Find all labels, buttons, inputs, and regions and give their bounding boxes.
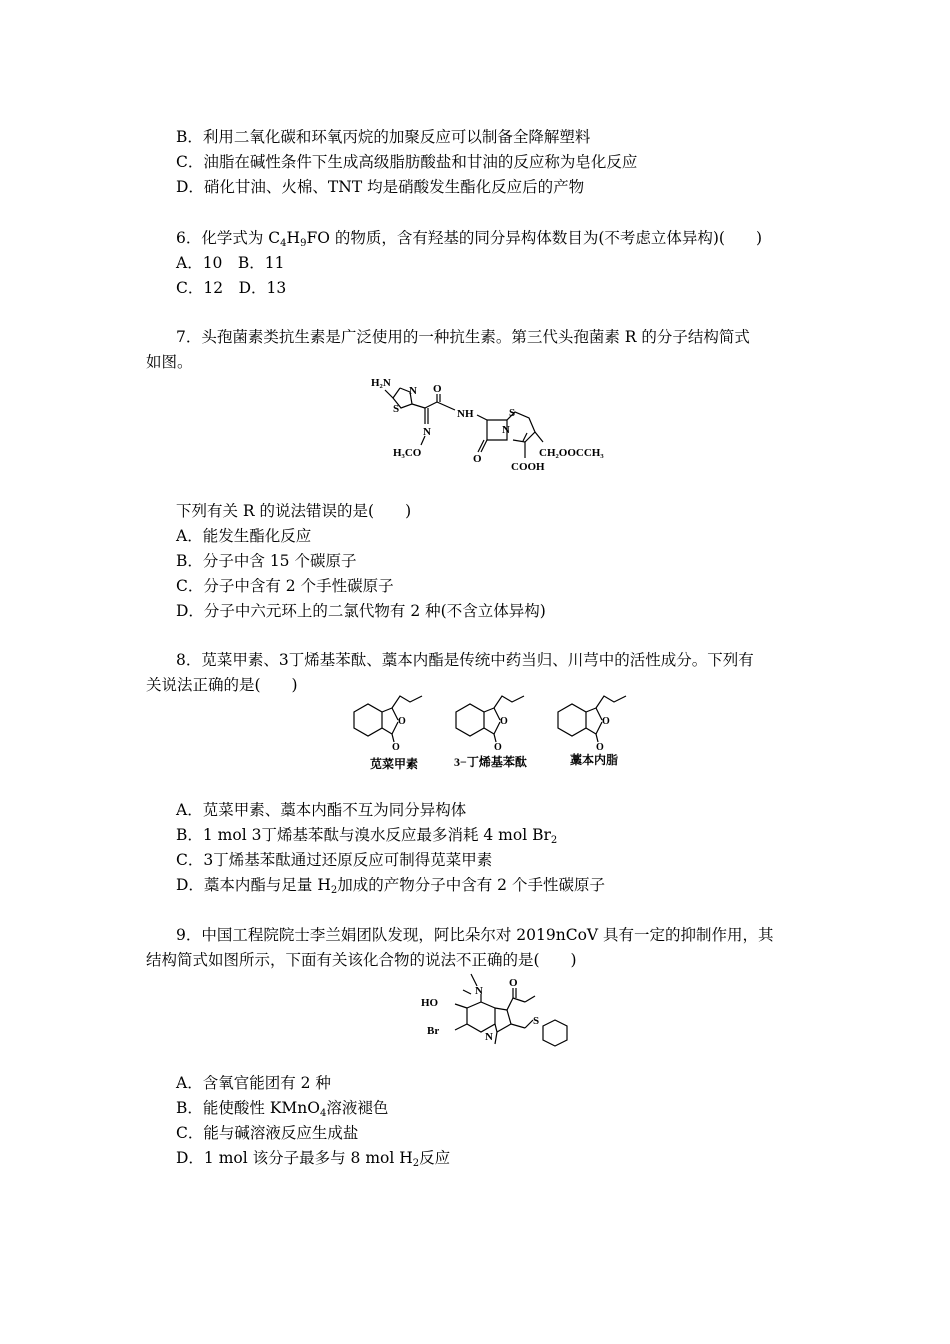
q7-structure-figure — [365, 370, 615, 475]
q9-fig-s: S — [533, 1015, 540, 1027]
q5-option-c: C．油脂在碱性条件下生成高级脂肪酸盐和甘油的反应称为皂化反应 — [176, 153, 638, 171]
q7-fig-nh: NH — [457, 408, 474, 420]
q9-option-a: A．含氧官能团有 2 种 — [176, 1074, 331, 1092]
q7-fig-n3: N — [423, 426, 431, 438]
q7-option-d: D．分子中六元环上的二氯代物有 2 种(不含立体异构) — [176, 602, 546, 620]
q7-fig-s2: S — [509, 407, 516, 419]
q9-fig-n-dimethyl: N — [475, 985, 483, 997]
q7-stem-line2: 如图。 — [146, 353, 193, 371]
q7-fig-o1: O — [433, 383, 442, 395]
q8-fig-label-2: 3−丁烯基苯酞 — [454, 755, 527, 769]
q8-fig-o6: O — [596, 742, 604, 753]
q9-structure-figure — [415, 968, 575, 1060]
q8-fig-label-1: 苋菜甲素 — [370, 757, 419, 771]
q6-stem: 6．化学式为 $C_4H_9FO$ 的物质，含有羟基的同分异构体数目为(不考虑立体异构)( ) — [176, 229, 763, 249]
q9-fig-br: Br — [427, 1025, 440, 1037]
q9-stem-line2: 结构简式如图所示，下面有关该化合物的说法不正确的是( ) — [146, 951, 577, 969]
q7-fig-o2: O — [473, 453, 482, 465]
q9-fig-ho: HO — [421, 997, 439, 1009]
q7-fig-n1: N — [409, 385, 417, 397]
q8-option-b: B．1 mol 3丁烯基苯酞与溴水反应最多消耗 4 mol $Br_2$ — [176, 826, 558, 846]
q9-fig-n-ring: N — [485, 1031, 493, 1043]
q8-option-c: C．3丁烯基苯酞通过还原反应可制得苋菜甲素 — [176, 851, 493, 869]
q7-option-a: A．能发生酯化反应 — [176, 527, 312, 545]
q8-fig-o1: O — [398, 716, 406, 727]
q5-option-d: D．硝化甘油、火棉、TNT 均是硝酸发生酯化反应后的产物 — [176, 178, 585, 196]
q9-option-c: C．能与碱溶液反应生成盐 — [176, 1124, 359, 1142]
q9-fig-o: O — [509, 977, 518, 989]
q6-options-cd: C．12 D．13 — [176, 279, 287, 297]
q9-stem-line1: 9．中国工程院院士李兰娟团队发现，阿比朵尔对 2019nCoV 具有一定的抑制作用，其 — [176, 926, 774, 944]
q8-stem-line2: 关说法正确的是( ) — [146, 676, 298, 694]
q8-fig-o2: O — [392, 742, 400, 753]
q5-option-b: B．利用二氧化碳和环氧丙烷的加聚反应可以制备全降解塑料 — [176, 128, 591, 146]
q8-fig-label-3: 藁本内脂 — [570, 753, 619, 767]
q7-fig-n2: N — [502, 424, 510, 436]
q7-option-b: B．分子中含 15 个碳原子 — [176, 552, 357, 570]
q7-option-c: C．分子中含有 2 个手性碳原子 — [176, 577, 394, 595]
q8-fig-o3: O — [500, 716, 508, 727]
q7-fig-cooh: COOH — [511, 461, 545, 473]
q8-option-a: A．苋菜甲素、藁本内酯不互为同分异构体 — [176, 801, 467, 819]
q8-fig-o5: O — [602, 716, 610, 727]
q8-fig-o4: O — [494, 742, 502, 753]
q7-fig-ch2ooccch3: CH₂OOCCH₃ — [539, 447, 604, 459]
q8-option-d: D．藁本内酯与足量 $H_2$加成的产物分子中含有 2 个手性碳原子 — [176, 876, 605, 896]
q6-options-ab: A．10 B．11 — [176, 254, 285, 272]
q7-question: 下列有关 R 的说法错误的是( ) — [176, 502, 412, 520]
q9-option-d: D．1 mol 该分子最多与 8 mol $H_2$反应 — [176, 1149, 451, 1169]
q9-option-b: B．能使酸性 KMnO$_4$溶液褪色 — [176, 1099, 389, 1119]
q7-fig-s1: S — [393, 403, 400, 415]
q7-fig-h3co: H₃CO — [393, 447, 422, 459]
q7-stem-line1: 7．头孢菌素类抗生素是广泛使用的一种抗生素。第三代头孢菌素 R 的分子结构简式 — [176, 328, 750, 346]
q7-fig-h2n: H₂N — [371, 377, 391, 389]
q8-structures-figure — [340, 690, 640, 775]
q8-stem-line1: 8．苋菜甲素、3丁烯基苯酞、藁本内酯是传统中药当归、川芎中的活性成分。下列有 — [176, 651, 754, 669]
